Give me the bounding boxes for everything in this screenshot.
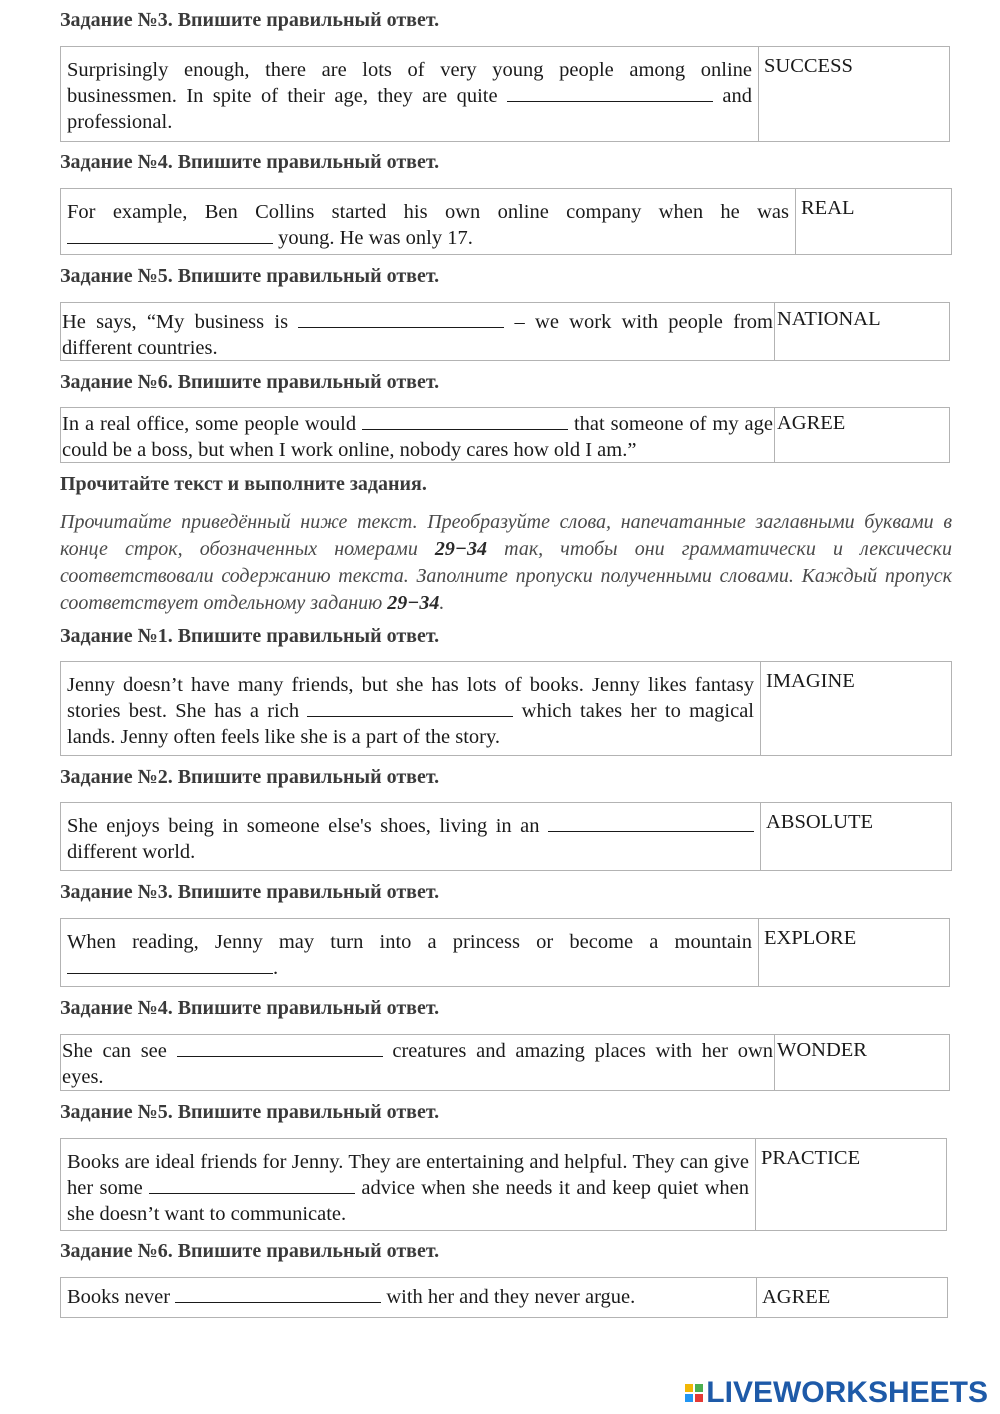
reading-title: Прочитайте текст и выполните задания.	[60, 473, 427, 495]
task-keyword: NATIONAL	[777, 308, 881, 330]
task-keyword: EXPLORE	[764, 927, 857, 949]
task-box	[60, 1277, 948, 1318]
task-keyword: IMAGINE	[766, 670, 855, 692]
task-box	[60, 407, 950, 463]
answer-blank[interactable]	[67, 225, 273, 244]
answer-blank[interactable]	[548, 813, 754, 832]
task-box	[60, 1138, 947, 1231]
task-sentence: Books never with her and they never argue.	[61, 1278, 757, 1317]
task-heading: Задание №4. Впишите правильный ответ.	[60, 151, 440, 173]
task-sentence: In a real office, some people would that someone of my age could be a boss, but when I work online, nobody cares how old I am.”	[61, 408, 775, 462]
task-heading: Задание №5. Впишите правильный ответ.	[60, 1101, 440, 1123]
answer-blank[interactable]	[507, 83, 713, 102]
answer-blank[interactable]	[307, 698, 513, 717]
task-heading: Задание №3. Впишите правильный ответ.	[60, 881, 440, 903]
task-keyword: SUCCESS	[764, 55, 853, 77]
task-keyword: REAL	[801, 197, 855, 219]
answer-blank[interactable]	[149, 1175, 355, 1194]
answer-blank[interactable]	[175, 1284, 381, 1303]
task-sentence: Jenny doesn’t have many friends, but she has lots of books. Jenny likes fantasy stories best. She has a rich which takes her to magical lands. Jenny often feels like she is a part of the story.	[61, 662, 761, 755]
task-keyword: PRACTICE	[761, 1147, 861, 1169]
task-heading: Задание №5. Впишите правильный ответ.	[60, 265, 440, 287]
task-box	[60, 802, 952, 871]
task-sentence: She can see creatures and amazing places with her own eyes.	[61, 1035, 775, 1090]
task-keyword: AGREE	[762, 1286, 831, 1308]
task-sentence: She enjoys being in someone else's shoes, living in an different world.	[61, 803, 761, 870]
task-box	[60, 302, 950, 361]
answer-blank[interactable]	[177, 1038, 383, 1057]
task-box	[60, 1034, 950, 1091]
reading-instructions: Прочитайте приведённый ниже текст. Преобразуйте слова, напечатанные заглавными буквами в конце строк, обозначенных номерами 29−34 так, чтобы они грамматически и лексически соответствовали содержанию текста. Заполните пропуски полученными словами. Каждый пропуск соответствует отдельному заданию 29−34.	[60, 511, 953, 614]
logo-text: LIVEWORKSHEETS	[706, 1376, 988, 1409]
answer-blank[interactable]	[362, 411, 568, 430]
task-sentence: Books are ideal friends for Jenny. They are entertaining and helpful. They can give her some advice when she needs it and keep quiet when she doesn’t want to communicate.	[61, 1139, 756, 1230]
task-heading: Задание №3. Впишите правильный ответ.	[60, 9, 440, 31]
task-sentence: When reading, Jenny may turn into a princess or become a mountain .	[61, 919, 759, 986]
task-heading: Задание №2. Впишите правильный ответ.	[60, 766, 440, 788]
task-sentence: He says, “My business is – we work with people from different countries.	[61, 303, 775, 360]
logo-icon	[685, 1384, 703, 1402]
task-keyword: WONDER	[777, 1039, 867, 1061]
liveworksheets-logo[interactable]	[685, 1376, 988, 1410]
task-keyword: AGREE	[777, 412, 846, 434]
task-box	[60, 918, 950, 987]
answer-blank[interactable]	[298, 309, 504, 328]
task-box	[60, 46, 950, 142]
answer-blank[interactable]	[67, 955, 273, 974]
task-box	[60, 661, 952, 756]
task-sentence: Surprisingly enough, there are lots of very young people among online businessmen. In spite of their age, they are quite and professional.	[61, 47, 759, 141]
task-box	[60, 188, 952, 255]
task-heading: Задание №4. Впишите правильный ответ.	[60, 997, 440, 1019]
task-heading: Задание №6. Впишите правильный ответ.	[60, 1240, 440, 1262]
task-sentence: For example, Ben Collins started his own online company when he was young. He was only 17.	[61, 189, 796, 254]
task-keyword: ABSOLUTE	[766, 811, 874, 833]
task-heading: Задание №1. Впишите правильный ответ.	[60, 625, 440, 647]
task-heading: Задание №6. Впишите правильный ответ.	[60, 371, 440, 393]
